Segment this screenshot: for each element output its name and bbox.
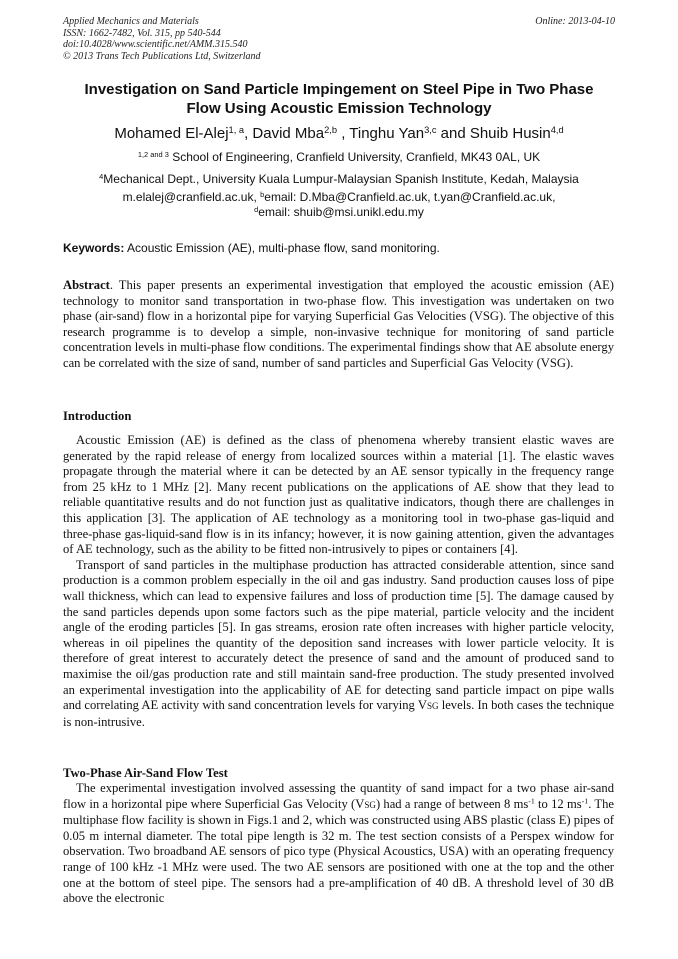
author-2: , David Mba [244, 125, 325, 142]
journal-header [63, 16, 615, 62]
abstract-text: . This paper presents an experimental investigation that employed the acoustic emission (AE) technology to monitor sand transportation in two-phase flow. This investigation was undertaken on two phase (air-sand) flow in a horizontal pipe for varying Superficial Gas Velocities (VSG). The objective of this research programme is to develop a simple, non-invasive technique for monitoring of sand particle concentration levels in multi-phase flow conditions. The experimental findings show that AE absolute energy can be correlated with the size of sand, number of sand particles and Superficial Gas Velocity (VSG). [63, 278, 614, 370]
author-2-sup: 2,b [324, 124, 338, 135]
introduction-heading: Introduction [63, 409, 132, 423]
vsg-subscript-2: SG [364, 799, 376, 810]
affiliation-1 [30, 149, 648, 165]
journal-name: Applied Mechanics and Materials [63, 16, 199, 27]
author-list [30, 124, 648, 143]
introduction-paragraph-1: Acoustic Emission (AE) is defined as the class of phenomena whereby transient elastic waves are generated by the rapid release of energy from localized sources within a material [1]. The elastic waves propagate through the material where it can be detected by an AE sensor typically in the frequency range from 25 kHz to 1 MHz [2]. Many recent publications on the applications of AE show that they lead to reliable quantitative results and do not function just as qualitative indicators, though there are challenges in this application [3]. The application of AE technology as a monitoring tool in two-phase gas-liquid and three-phase gas-liquid-sand flow is in its infancy; however, it is now gaining attention, given the advantages of AE technology, such as the ability to be fitted non-intrusively to pipes or containers [4]. [63, 433, 614, 557]
affiliation-1-text: School of Engineering, Cranfield University, Cranfield, MK43 0AL, UK [168, 150, 541, 164]
vsg-subscript: SG [426, 701, 439, 712]
issn-line: ISSN: 1662-7482, Vol. 315, pp 540-544 [63, 27, 221, 39]
affiliation-2-text: Mechanical Dept., University Kuala Lumpur-Malaysian Spanish Institute, Kedah, Malaysia [103, 172, 579, 186]
abstract-paragraph [63, 278, 614, 372]
doi-line: doi:10.4028/www.scientific.net/AMM.315.540 [63, 39, 248, 50]
keywords-text: Acoustic Emission (AE), multi-phase flow, sand monitoring. [124, 241, 440, 255]
two-phase-text-1: The experimental investigation involved assessing the quantity of sand impact for a two phase air-sand flow in a horizontal pipe where Superficial Gas Velocity ( [63, 781, 614, 811]
keywords-label: Keywords: [63, 241, 125, 255]
two-phase-text-4: . The multiphase flow facility is shown in Figs.1 and 2, which was constructed using ABS plastic (class E) pipes of 0.05 m internal diameter. The total pipe length is 32 m. The test section consists of a Perspex window for observation. Two broadband AE sensors of pico type (Physical Acoustics, USA) with an operating frequency range of 100 kHz -1 MHz were used. The two AE sensors are positioned with one at the top and the other one at the bottom of steel pipe. The sensors had a pre-amplification of 40 dB. A threshold level of 30 dB above the electronic [63, 796, 614, 906]
author-1: Mohamed El-Alej [114, 125, 229, 142]
title-line-1: Investigation on Sand Particle Impingement on Steel Pipe in Two Phase [84, 81, 594, 98]
unit-sup-1: -1 [528, 796, 535, 806]
email-line-1 [40, 190, 638, 205]
vsg-v-2: V [355, 796, 365, 811]
email-a: m.elalej@cranfield.ac.uk, [122, 190, 261, 204]
abstract-label: Abstract [63, 278, 110, 292]
affiliation-2 [30, 171, 648, 187]
two-phase-paragraph [63, 781, 614, 907]
affiliation-1-sup: 1,2 and 3 [137, 149, 169, 159]
email-b-sup: b [260, 189, 265, 199]
two-phase-heading: Two-Phase Air-Sand Flow Test [63, 766, 228, 780]
author-3: , Tinghu Yan [337, 125, 425, 142]
affiliation-2-sup: 4 [99, 171, 104, 181]
paper-title [40, 80, 638, 118]
online-date: Online: 2013-04-10 [535, 16, 615, 27]
two-phase-text-2: ) had a range of between 8 ms [375, 796, 529, 811]
introduction-paragraph-2-text: Transport of sand particles in the multiphase production has attracted considerable attention, since sand production is a common problem especially in the oil and gas industry. Sand production causes loss of pipe wall thickness, which can lead to expensive failures and loss of production time [5]. The damage caused by the sand particles depends upon some factors such as the pipe material, particle velocity and the incident angle of the eroding particles [5]. In gas streams, erosion rate often increases with higher particle velocity, whereas in oil pipelines the quantity of the deposition sand increases with lower particle velocity. It is therefore of great interest to accurately detect the presence of sand and the amount of produced sand to maximise the oil/gas production rate and still maintain sand-free production. The study presented involved an experimental investigation into the applicability of AE for detecting sand particle impact on pipe walls and correlating AE activity with sand concentration levels for varying [63, 557, 614, 713]
copyright-line: © 2013 Trans Tech Publications Ltd, Switzerland [63, 50, 261, 62]
author-3-sup: 3,c [424, 124, 437, 135]
email-d-sup: d [254, 204, 259, 214]
title-line-2: Flow Using Acoustic Emission Technology [186, 100, 492, 117]
email-d: email: shuib@msi.unikl.edu.my [258, 205, 424, 219]
vsg-v: V [417, 698, 427, 713]
two-phase-text-3: to 12 ms [534, 796, 582, 811]
author-1-sup: 1, a [228, 124, 245, 135]
email-line-2 [40, 205, 638, 220]
introduction-paragraph-2 [63, 558, 614, 731]
email-block [40, 190, 638, 220]
introduction-paragraph-2-end: levels. In both cases the technique is non-intrusive. [63, 698, 614, 729]
introduction-body [63, 433, 614, 730]
author-4-sup: 4,d [550, 124, 564, 135]
email-b: email: D.Mba@Cranfield.ac.uk, t.yan@Cranfield.ac.uk, [264, 190, 556, 204]
unit-sup-2: -1 [581, 796, 589, 806]
keywords-line [63, 241, 615, 256]
two-phase-body [63, 781, 614, 907]
author-4: and Shuib Husin [436, 125, 551, 142]
